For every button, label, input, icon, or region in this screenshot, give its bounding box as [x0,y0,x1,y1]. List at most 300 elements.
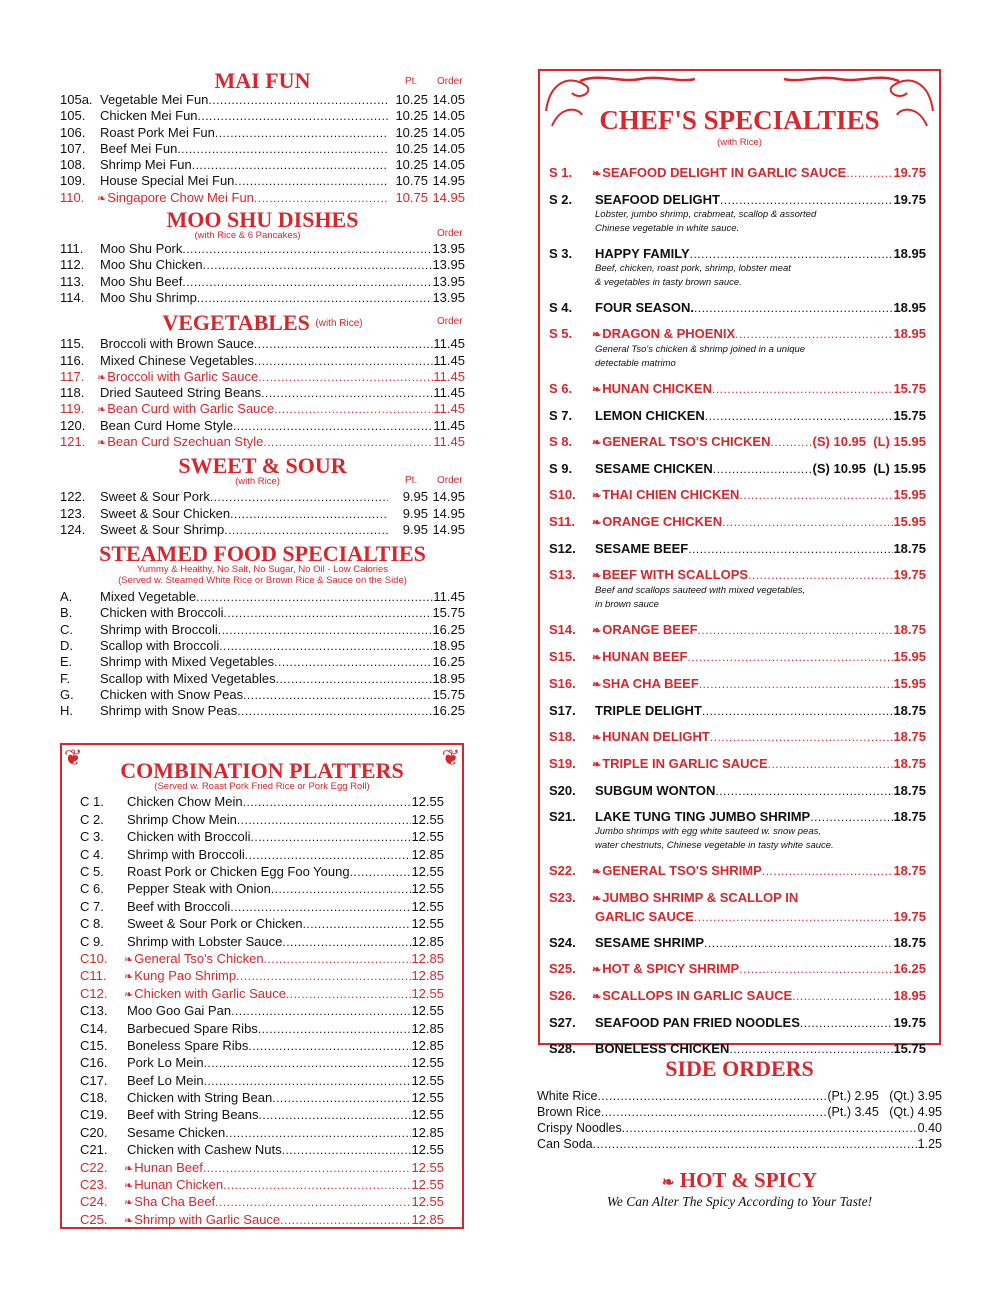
item-number: C19. [80,1107,108,1123]
price-order: 14.95 [432,521,465,537]
item-price: 15.75 [432,686,465,702]
chef-specialties-list [549,165,926,1067]
item-name-text: Beef with Broccoli [127,898,231,914]
item-name-text: Bean Curd Home Style [100,417,233,433]
item-name [100,274,182,290]
price-pint: 10.75 [395,189,428,205]
menu-item-row [60,703,465,719]
veg-list [60,336,465,450]
item-price: 12.55 [411,916,444,932]
item-name [595,461,713,477]
hot-pepper-icon: ❧ [661,1175,675,1191]
chef-item [549,961,926,978]
item-number: G. [60,686,74,702]
item-number: 123. [60,505,86,521]
chef-item [549,326,926,371]
item-number: A. [60,589,73,605]
item-name [592,381,712,398]
menu-item-row [60,418,465,434]
price-order: 14.95 [432,189,465,205]
item-price: 18.95 [893,988,926,1003]
item-name-text: Beef Mei Fun [100,140,178,156]
item-name [127,1141,282,1158]
item-number: S 1. [549,165,573,180]
item-name [100,257,203,273]
item-number: C22. [80,1159,108,1175]
menu-item-row [80,1124,444,1141]
item-number: C23. [80,1177,108,1193]
chef-item [549,461,926,477]
dot-leader [237,703,432,719]
item-name [97,368,259,386]
item-name-text: FOUR SEASON. [595,300,694,315]
item-price: 18.75 [893,622,926,637]
menu-item-row [80,1106,444,1123]
left-column [60,70,465,719]
item-number: C14. [80,1020,108,1036]
price-pint: 10.25 [395,140,428,156]
item-name [592,326,736,343]
item-description: in brown sauce [595,599,659,610]
chef-item-row [549,863,926,880]
menu-item-row [80,811,444,828]
item-name-text: Moo Shu Chicken [100,257,203,273]
dot-leader [272,1090,411,1107]
item-name-text: Scallop with Mixed Vegetables [100,670,276,686]
chef-item-row [549,192,926,208]
item-name [595,935,704,951]
item-price: 16.25 [432,621,465,637]
item-name [100,703,237,719]
chef-item-row [549,1015,926,1031]
menu-item-row [80,950,444,967]
dot-leader [739,961,893,977]
item-name-text: Shrimp with Snow Peas [100,703,238,719]
hot-pepper-icon: ❧ [124,1214,134,1227]
item-name [100,522,224,538]
hot-pepper-icon: ❧ [97,192,107,205]
item-name [592,165,847,182]
item-price: 12.55 [411,1003,444,1019]
item-name [595,1041,729,1057]
item-number: C25. [80,1211,108,1227]
chef-item-row [549,165,926,182]
item-name [124,1211,281,1230]
chef-item-row [549,514,926,531]
item-name [127,933,282,950]
veg-subtitle: (with Rice) [315,318,363,330]
item-price: 13.95 [432,241,465,257]
chef-item [549,890,926,925]
item-price: 15.95 [893,514,926,529]
item-price: 15.75 [893,381,926,396]
item-price: 11.45 [433,417,465,433]
chef-item-row [549,890,926,907]
chef-item-row [549,961,926,978]
item-number: D. [60,638,73,653]
item-price: 15.75 [893,1041,926,1056]
dot-leader [846,165,893,181]
chef-item-row [549,988,926,1005]
menu-item-row [80,1020,444,1037]
side-orders-list [537,1088,942,1152]
combination-platters-box [60,743,464,1229]
item-name-text: HUNAN DELIGHT [602,729,710,744]
item-price: 19.75 [893,909,926,924]
item-name [100,92,208,108]
item-name-text: Mixed Vegetable [100,589,197,605]
item-number: 114. [60,289,85,305]
steamed-subtitle-2: (Served w. Steamed White Rice or Brown Rice & Sauce on the Side) [118,574,407,586]
item-price: 12.55 [411,881,444,897]
chef-item [549,300,926,316]
menu-item-row [60,241,465,257]
item-name-text: LEMON CHICKEN [595,408,705,423]
side-order-row [537,1104,942,1120]
item-number: S 6. [549,381,573,396]
item-number: S22. [549,863,576,878]
menu-item-row [60,506,465,522]
item-price: 19.75 [893,567,926,582]
item-name [592,487,740,504]
item-name-text: General Tso's Chicken [134,950,264,966]
item-name-text: Shrimp with Broccoli [127,846,245,862]
item-description: General Tso's chicken & shrimp joined in a unique [595,344,806,355]
item-name [592,756,768,773]
item-name-text: JUMBO SHRIMP & SCALLOP IN [602,890,799,905]
item-number: C13. [80,1003,108,1019]
dot-leader [215,125,388,141]
item-number: 110. [60,189,85,205]
menu-item-row [60,369,465,385]
mai-fun-header [60,70,465,92]
hot-pepper-icon: ❧ [592,384,602,396]
menu-item-row [80,846,444,863]
item-name-text: SHA CHA BEEF [602,676,699,691]
chef-item [549,935,926,951]
combination-list [80,793,444,1228]
hot-pepper-icon: ❧ [97,371,107,384]
dot-leader [282,1142,412,1159]
item-price: 12.85 [411,1211,444,1227]
item-price: 18.75 [893,541,926,556]
item-name-text: Moo Goo Gai Pan [127,1003,232,1019]
item-price: 11.45 [433,589,465,605]
item-number: S13. [549,567,576,582]
menu-item-row [80,1072,444,1089]
menu-item-row [80,915,444,932]
dot-leader [182,274,432,290]
dot-leader [223,1177,411,1194]
item-number: S 8. [549,434,573,449]
item-price: 12.85 [411,933,444,949]
item-name-text: House Special Mei Fun [100,173,235,189]
hot-pepper-icon: ❧ [124,971,134,984]
menu-item-row [60,290,465,306]
item-name-text: Singapore Chow Mei Fun [107,189,254,205]
item-name: White Rice [537,1089,598,1103]
item-name [97,434,264,451]
item-name-text: DRAGON & PHOENIX [602,326,736,341]
item-price: 19.75 [893,165,926,180]
chef-item [549,434,926,451]
item-name [100,654,274,670]
dot-leader [704,935,893,951]
moo-shu-subtitle: (with Rice & 6 Pancakes) [194,230,301,242]
item-number: C17. [80,1072,108,1088]
chef-item-row [549,649,926,666]
item-price: 11.45 [433,368,465,384]
item-name-text: SEAFOOD DELIGHT IN GARLIC SAUCE [602,165,847,180]
item-name-text: BONELESS CHICKEN [595,1041,730,1056]
item-name-text: Sweet & Sour Shrimp [100,521,225,537]
mai-fun-title: MAI FUN [214,68,311,93]
item-number: 107. [60,140,86,156]
item-name [100,157,192,173]
item-price: 12.85 [411,1124,444,1140]
item-price: 18.95 [893,300,926,315]
hot-pepper-icon: ❧ [124,1197,134,1210]
item-description: Jumbo shrimps with egg white sauteed w. snow peas, [595,826,822,837]
item-price: 18.75 [893,756,926,771]
side-orders-title: SIDE ORDERS [665,1056,814,1081]
item-number: E. [60,654,73,670]
dot-leader [597,1088,827,1104]
item-name [595,809,810,825]
item-price: 15.95 [893,487,926,502]
hot-pepper-icon: ❧ [592,893,602,905]
dot-leader [196,589,433,605]
chef-item-row [549,935,926,951]
item-name: Can Soda [537,1137,593,1151]
menu-item-row [60,92,465,108]
item-name-text: Pepper Steak with Onion [127,881,271,897]
chef-item [549,783,926,799]
menu-item-row [80,1211,444,1228]
price-pint: 10.25 [395,108,428,124]
menu-item-row [60,638,465,654]
menu-item-row [80,1037,444,1054]
chef-item-row [549,408,926,424]
chef-title: CHEF'S SPECIALTIES [599,105,880,135]
item-number: C 5. [80,864,104,879]
item-number: F. [60,670,71,686]
item-price: 18.75 [893,729,926,744]
menu-item-row [80,985,444,1002]
menu-item-row [60,274,465,290]
item-name [100,125,215,141]
menu-item-row [80,1176,444,1193]
item-name [100,353,254,369]
item-number: S24. [549,935,576,950]
dot-leader [233,418,433,434]
chef-item-row [549,676,926,693]
dot-leader [810,809,893,825]
item-name [127,1020,258,1037]
menu-item-row [60,125,465,141]
item-price: 12.85 [411,950,444,966]
hot-pepper-icon: ❧ [592,168,602,180]
item-name [100,108,198,124]
item-name [127,1054,204,1071]
item-price: 18.75 [893,809,926,824]
hot-pepper-icon: ❧ [592,652,602,664]
item-name [100,290,197,306]
corner-ornament-icon: ❦ [64,745,83,770]
price-pint: 10.75 [395,173,428,189]
item-number: 105a. [60,92,93,107]
chef-item-row [549,1041,926,1057]
item-name [100,489,210,505]
menu-item-row [60,173,465,189]
dot-leader [231,1003,411,1020]
item-name [100,385,261,401]
item-name-text: Sha Cha Beef [134,1194,216,1210]
item-name [595,1015,800,1031]
chef-item-row [549,703,926,719]
item-number: S 7. [549,408,573,423]
item-name-text: GENERAL TSO'S SHRIMP [602,863,762,878]
dot-leader [197,290,433,306]
item-name [595,703,702,719]
item-number: S18. [549,729,576,744]
item-name [595,192,720,208]
menu-item-row [80,1141,444,1158]
item-number: 105. [60,108,86,124]
dot-leader [687,649,893,665]
item-name [127,846,245,863]
item-description: & vegetables in tasty brown sauce. [595,277,742,288]
item-name [100,173,234,189]
chef-item [549,676,926,693]
menu-item-row [80,1002,444,1019]
dot-leader [271,881,412,898]
item-price: 18.75 [893,703,926,718]
item-price: 0.40 [917,1121,942,1135]
hot-spicy-title: HOT & SPICY [679,1168,818,1192]
menu-item-row [60,385,465,401]
item-name [127,898,230,915]
item-name [595,541,688,557]
item-name-text: Mixed Chinese Vegetables [100,352,254,368]
item-number: 106. [60,124,86,140]
item-price: 18.95 [893,326,926,341]
item-name [97,401,275,418]
dot-leader [722,514,893,530]
menu-item-row [60,434,465,450]
item-number: S 9. [549,461,573,476]
item-price: 12.85 [411,968,444,984]
item-name: Brown Rice [537,1105,601,1119]
item-number: C15. [80,1037,108,1053]
mai-fun-col-order: Order [437,76,463,87]
dot-leader [792,988,893,1004]
hot-spicy-title-wrap [537,1170,942,1191]
item-name [100,671,276,687]
dot-leader [219,638,432,654]
item-name [127,1089,272,1106]
item-name [100,418,233,434]
veg-title-wrap [60,312,465,334]
menu-item-row [60,687,465,703]
item-price: 18.75 [893,783,926,798]
item-price: 16.25 [893,961,926,976]
item-number: S19. [549,756,576,771]
dot-leader [243,794,412,811]
dot-leader [264,951,412,968]
veg-header [60,312,465,336]
item-price: 15.75 [893,408,926,423]
price-order: 14.05 [432,140,465,156]
dot-leader [243,687,432,703]
item-name [100,638,219,654]
item-price: 12.55 [411,1142,444,1158]
price-order: 14.95 [432,173,465,189]
dot-leader [748,567,893,583]
dot-leader [713,461,813,477]
side-orders-section [537,1058,942,1152]
dot-leader [303,916,412,933]
menu-item-row [80,898,444,915]
menu-item-row [60,336,465,352]
dot-leader [705,408,894,424]
item-name-text: ORANGE BEEF [602,622,698,637]
item-price: 11.45 [433,434,465,450]
sweet-sour-list [60,489,465,538]
dot-leader [688,541,893,557]
item-name-text: Broccoli with Brown Sauce [100,336,254,352]
menu-item-row [80,828,444,845]
steamed-title: STEAMED FOOD SPECIALTIES [99,541,426,567]
item-name-text: GENERAL TSO'S CHICKEN [602,434,771,449]
item-name [592,622,698,639]
item-price: 12.55 [411,1055,444,1071]
item-number: C 2. [80,811,104,827]
item-name [595,408,705,424]
item-name-text: BEEF WITH SCALLOPS [602,567,749,582]
dot-leader [224,605,433,621]
item-name [100,605,224,621]
item-name-text: SEAFOOD DELIGHT [595,192,720,207]
price-pint: 10.25 [395,124,428,140]
dot-leader [245,847,412,864]
dot-leader [694,909,894,925]
item-name-text: Kung Pao Shrimp [134,968,237,984]
item-name-text: Scallop with Broccoli [100,638,220,653]
veg-col-order: Order [437,316,463,328]
sweet-sour-header [60,455,465,489]
item-name-text: ORANGE CHICKEN [602,514,723,529]
item-price: 13.95 [432,289,465,305]
item-number: C11. [80,968,107,984]
item-name [592,434,771,451]
item-number: C12. [80,985,108,1001]
item-name-text: Moo Shu Beef [100,273,183,289]
item-name-text: Hunan Chicken [134,1177,224,1193]
item-name [127,915,303,932]
dot-leader [203,257,433,273]
item-name [592,890,799,907]
hot-pepper-icon: ❧ [97,404,107,417]
item-name [100,506,230,522]
item-description: water chestnuts, Chinese vegetable in tasty white sauce. [595,840,834,851]
menu-item-row [80,880,444,897]
dot-leader [230,899,411,916]
menu-item-row [60,605,465,621]
hot-pepper-icon: ❧ [124,953,134,966]
item-number: C 9. [80,933,104,949]
item-name-text: SEAFOOD PAN FRIED NOODLES [595,1015,800,1030]
